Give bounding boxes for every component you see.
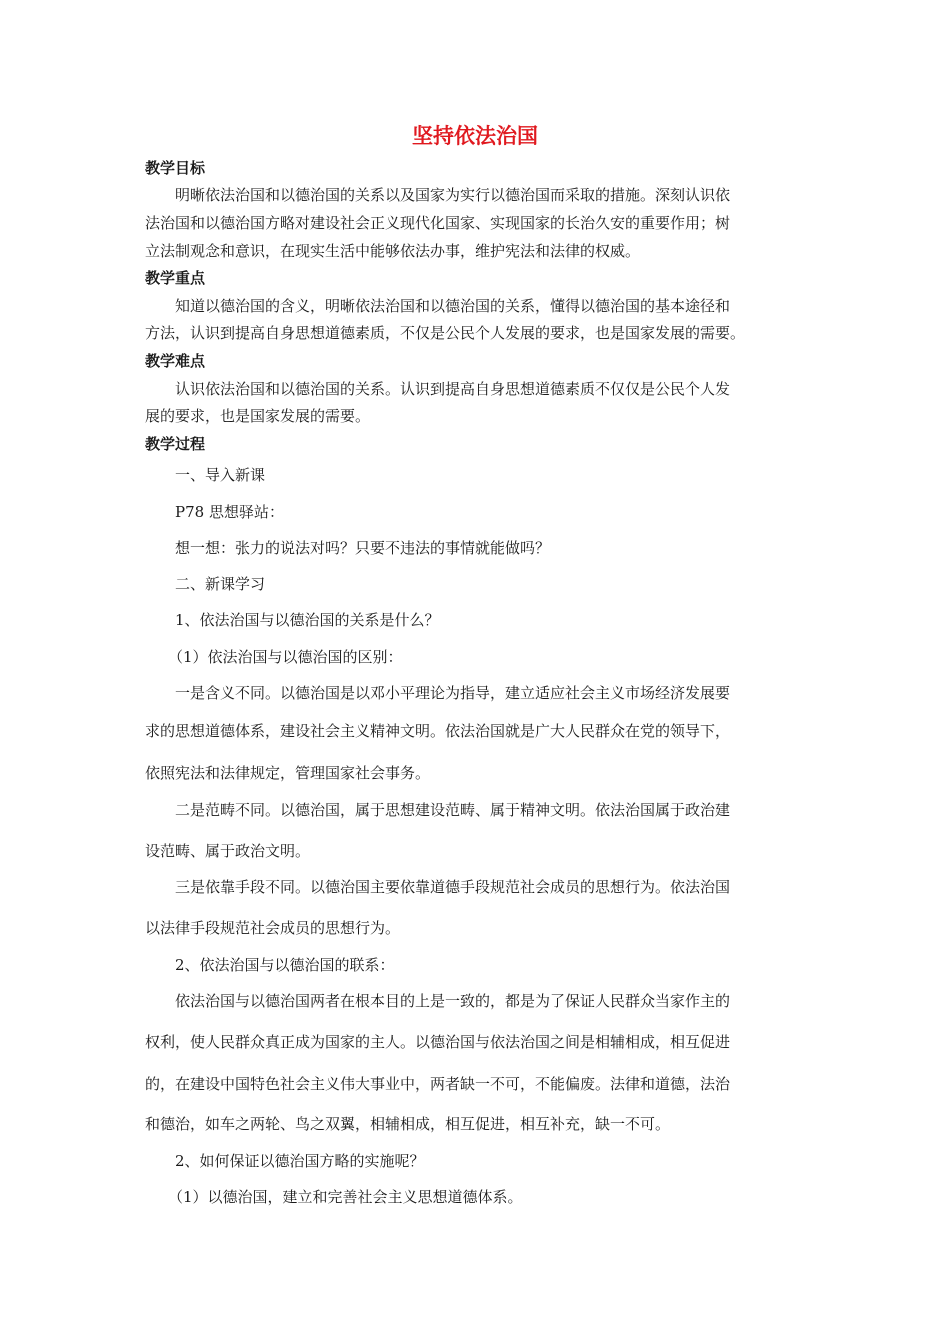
- process-station: P78 思想驿站：: [175, 503, 284, 521]
- link-line-1: 依法治国与以德治国两者在根本目的上是一致的，都是为了保证人民群众当家作主的: [175, 992, 731, 1010]
- process-new-lesson: 二、新课学习: [175, 575, 266, 593]
- diff2-line-1: 二是范畴不同。以德治国，属于思想建设范畴、属于精神文明。依法治国属于政治建: [175, 801, 731, 819]
- link-line-4: 和德治，如车之两轮、鸟之双翼，相辅相成，相互促进，相互补充，缺一不可。: [145, 1115, 671, 1133]
- difficulties-line-1: 认识依法治国和以德治国的关系。认识到提高自身思想道德素质不仅仅是公民个人发: [175, 380, 731, 398]
- diff1-line-1: 一是含义不同。以德治国是以邓小平理论为指导，建立适应社会主义市场经济发展要: [175, 684, 731, 702]
- process-question-3-sub: （1）以德治国，建立和完善社会主义思想道德体系。: [168, 1188, 523, 1206]
- diff1-line-2: 求的思想道德体系，建设社会主义精神文明。依法治国就是广大人民群众在党的领导下，: [145, 722, 731, 740]
- objectives-line-1: 明晰依法治国和以德治国的关系以及国家为实行以德治国而采取的措施。深刻认识依: [175, 186, 731, 204]
- key-points-line-1: 知道以德治国的含义，明晰依法治国和以德治国的关系，懂得以德治国的基本途径和: [175, 297, 731, 315]
- process-question-3: 2、如何保证以德治国方略的实施呢？: [175, 1152, 425, 1170]
- process-question-1-sub: （1）依法治国与以德治国的区别：: [168, 648, 403, 666]
- difficulties-line-2: 展的要求，也是国家发展的需要。: [145, 407, 371, 425]
- objectives-heading: 教学目标: [145, 159, 206, 177]
- diff3-line-1: 三是依靠手段不同。以德治国主要依靠道德手段规范社会成员的思想行为。依法治国: [175, 878, 731, 896]
- diff3-line-2: 以法律手段规范社会成员的思想行为。: [145, 919, 401, 937]
- key-points-heading: 教学重点: [145, 269, 206, 287]
- diff1-line-3: 依照宪法和法律规定，管理国家社会事务。: [145, 764, 431, 782]
- process-question-2: 2、依法治国与以德治国的联系：: [175, 956, 395, 974]
- process-heading: 教学过程: [145, 435, 206, 453]
- difficulties-heading: 教学难点: [145, 352, 206, 370]
- link-line-2: 权利，使人民群众真正成为国家的主人。以德治国与依法治国之间是相辅相成，相互促进: [145, 1033, 731, 1051]
- key-points-line-2: 方法，认识到提高自身思想道德素质，不仅是公民个人发展的要求，也是国家发展的需要。: [145, 324, 746, 342]
- process-think: 想一想：张力的说法对吗？只要不违法的事情就能做吗？: [175, 539, 551, 557]
- process-intro: 一、导入新课: [175, 466, 266, 484]
- document-title: 坚持依法治国: [412, 124, 538, 148]
- link-line-3: 的，在建设中国特色社会主义伟大事业中，两者缺一不可，不能偏废。法律和道德，法治: [145, 1075, 731, 1093]
- process-question-1: 1、依法治国与以德治国的关系是什么？: [175, 611, 440, 629]
- objectives-line-3: 立法制观念和意识，在现实生活中能够依法办事，维护宪法和法律的权威。: [145, 242, 641, 260]
- objectives-line-2: 法治国和以德治国方略对建设社会正义现代化国家、实现国家的长治久安的重要作用；树: [145, 214, 731, 232]
- diff2-line-2: 设范畴、属于政治文明。: [145, 842, 311, 860]
